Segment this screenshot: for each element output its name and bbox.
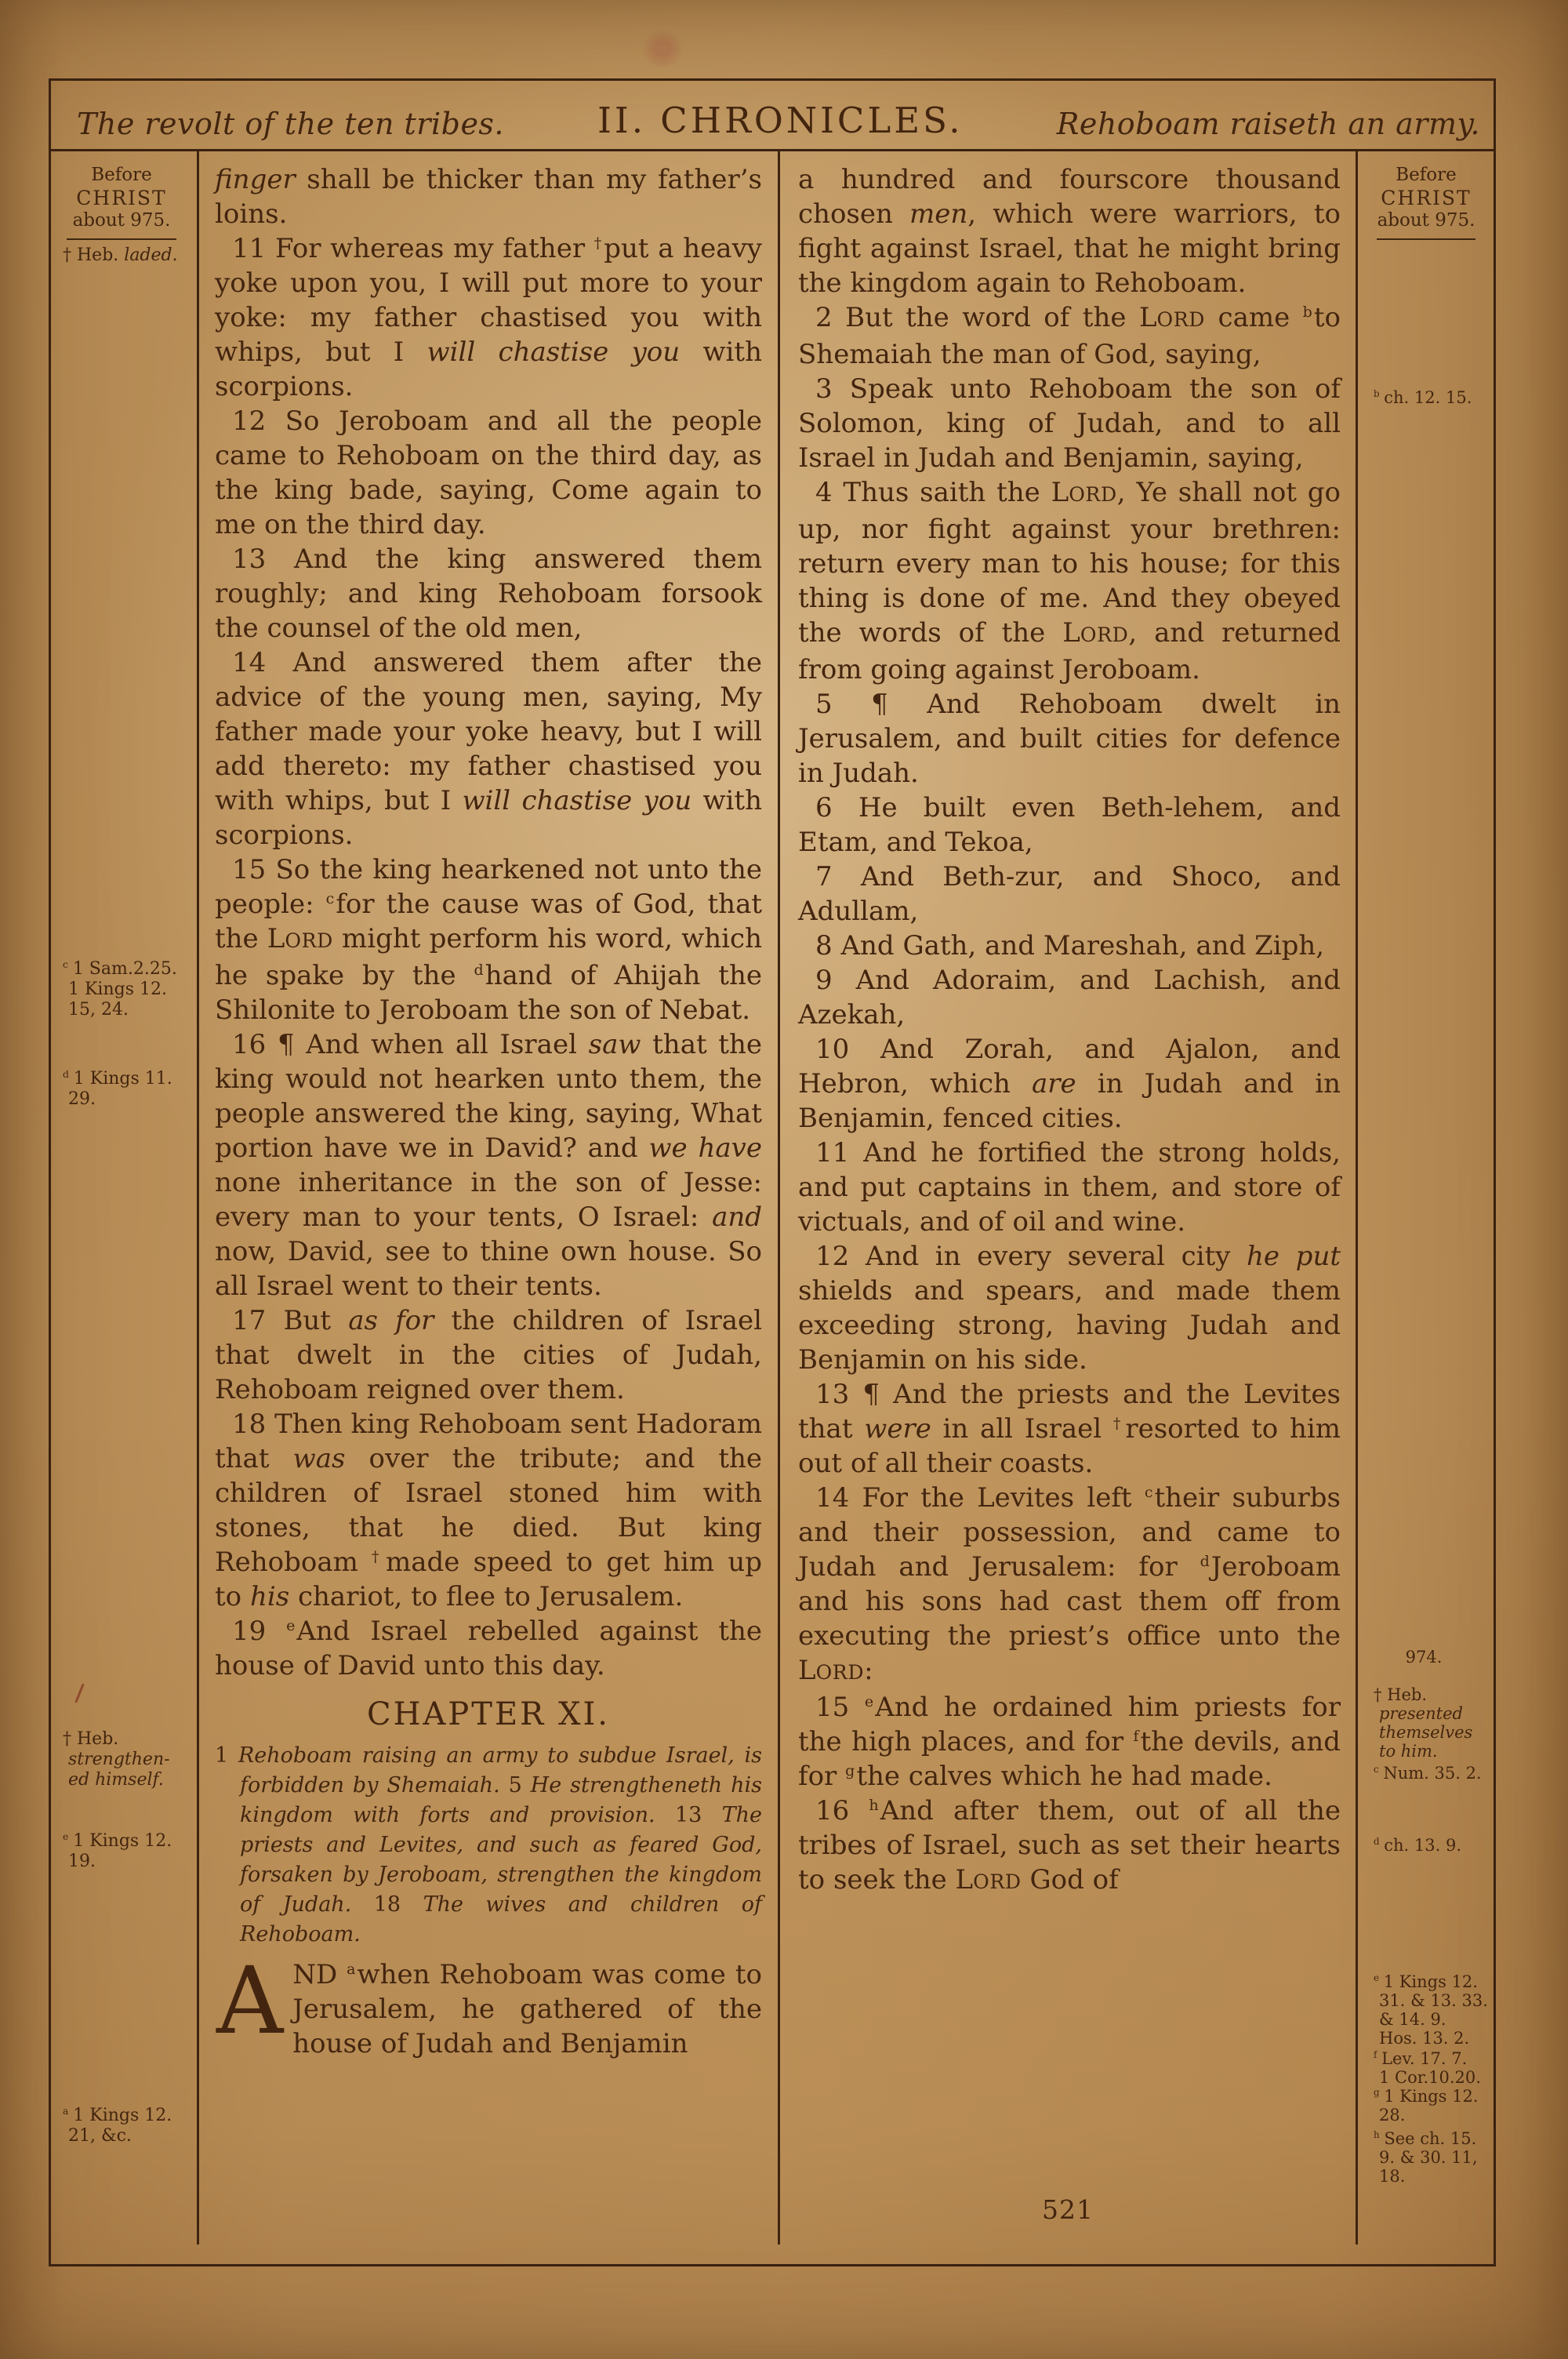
text-run: ch. 12. 15. [1384, 388, 1472, 407]
text-run: in Judah and in Benjamin, fenced cities. [798, 1068, 1341, 1134]
margin-note [63, 245, 193, 266]
text-run: And after them, out of all the tribes of Israel, such as set their hearts to seek the [798, 1795, 1341, 1896]
verse-paragraph [798, 687, 1341, 791]
margin-note-line [1374, 1685, 1491, 1704]
italic-text: we have [648, 1132, 762, 1164]
verse-paragraph [215, 1027, 762, 1303]
lord-smallcaps: LORD [267, 923, 333, 954]
running-head-left: The revolt of the ten tribes. [77, 107, 505, 141]
margin-note-line [63, 959, 193, 980]
italic-text: finger [215, 164, 296, 195]
italic-text: was [292, 1443, 346, 1474]
text-run: 17 But [232, 1305, 349, 1336]
text-run: resorted to him out of all their coasts. [798, 1413, 1341, 1479]
text-run: 1 Sam.2.25. [72, 959, 177, 979]
reference-mark: h [869, 1796, 879, 1814]
text-run: the children of Israel that dwelt in the cities of Judah, Rehoboam reigned over them. [215, 1305, 762, 1405]
lord-smallcaps: LORD [1062, 617, 1129, 649]
drop-cap: A [216, 1946, 284, 2055]
text-run: over the tribute; and the children of Israel stoned him with stones, that he died. But king Rehoboam [215, 1443, 762, 1578]
bc-line: Before [1396, 165, 1457, 185]
bc-line: about 975. [72, 210, 171, 231]
margin-note [63, 1831, 193, 1872]
text-run: 7 And Beth-zur, and Shoco, and Adullam, [798, 861, 1341, 927]
text-run: Num. 35. 2. [1383, 1764, 1482, 1783]
verse-paragraph [215, 162, 762, 231]
text-run: 6 He built even Beth-lehem, and Etam, and Tekoa, [798, 792, 1341, 858]
verse-paragraph [215, 1303, 762, 1407]
margin-note [1374, 1764, 1491, 1783]
verse-paragraph [215, 645, 762, 852]
text-run: 12 So Jeroboam and all the people came to Rehoboam on the third day, as the king bade, saying, Come again to me on the third day. [215, 405, 762, 540]
before-christ-heading [1366, 164, 1486, 240]
margin-note-line [1374, 2167, 1491, 2186]
text-run: ND [292, 1959, 347, 1990]
text-column-right [790, 151, 1348, 2243]
page-number: 521 [1042, 2194, 1094, 2225]
text-run: ch. 13. 9. [1384, 1836, 1462, 1855]
text-run: 1 Kings 12. [73, 2106, 172, 2125]
italic-text: he put [1247, 1241, 1341, 1272]
reference-mark: † [372, 1547, 384, 1565]
margin-note [63, 1069, 193, 1110]
reference-mark: d [1200, 1552, 1210, 1570]
margin-note-line [1374, 2148, 1491, 2167]
italic-text: ed himself. [68, 1770, 164, 1790]
reference-mark: a [63, 2105, 72, 2117]
bc-rule [1377, 238, 1475, 240]
italic-text: as for [348, 1305, 434, 1336]
margin-note-line [1374, 1742, 1491, 1761]
margin-note-line [1374, 2068, 1491, 2087]
text-run: 12 And in every several city [815, 1241, 1247, 1272]
verse-paragraph [215, 1407, 762, 1614]
margin-note-line [1374, 388, 1491, 407]
text-run: came [1205, 302, 1303, 333]
margin-note [1374, 1685, 1491, 1761]
text-run: 1 Kings 12. [1384, 2087, 1479, 2106]
reference-mark: a [347, 1960, 356, 1978]
bc-rule [67, 238, 176, 240]
reference-mark: f [1133, 1727, 1139, 1745]
text-run: the devils, and for [798, 1726, 1341, 1792]
text-run: chariot, to flee to Jerusalem. [289, 1581, 684, 1612]
text-run: for the cause was of God, that the [215, 889, 762, 954]
right-margin-divider [1356, 151, 1358, 2245]
italic-text: The priests and Levites, and such as feared God, forsaken by Jeroboam, strengthen the kingdom of Judah. [240, 1803, 762, 1917]
margin-note-line [1374, 2129, 1491, 2148]
lord-smallcaps: LORD [1138, 302, 1206, 333]
text-run: † Heb. [63, 1729, 119, 1749]
verse-paragraph [798, 372, 1341, 475]
text-run: † Heb. [1374, 1685, 1428, 1704]
text-run: that the king would not hearken unto them, the people answered the king, saying, What portion have we in David? and [215, 1029, 762, 1164]
text-run: 21, &c. [68, 2126, 132, 2146]
lord-smallcaps: LORD [955, 1864, 1022, 1896]
reference-mark: c [1144, 1483, 1153, 1501]
text-run: Lev. 17. 7. [1381, 2049, 1468, 2068]
margin-note-line [63, 1069, 193, 1089]
text-run: now, David, see to thine own house. So all Israel went to their tents. [215, 1236, 762, 1302]
reference-mark: f [1374, 2049, 1381, 2060]
text-run: 1 Cor.10.20. [1379, 2068, 1481, 2087]
verse-paragraph [798, 791, 1341, 860]
verse-paragraph [798, 929, 1341, 963]
text-run: 1 Kings 12. [1383, 1972, 1478, 1991]
chapter-summary [215, 1741, 762, 1950]
margin-note-line [63, 245, 193, 266]
text-run: 10 And Zorah, and Ajalon, and Hebron, which [798, 1034, 1341, 1100]
margin-note-line [1366, 1648, 1482, 1667]
margin-note-line [63, 2126, 193, 2146]
right-margin-column [1366, 151, 1493, 2243]
verse-paragraph [798, 1690, 1341, 1794]
text-run: 5 ¶ And Rehoboam dwelt in Jerusalem, and built cities for defence in Judah. [798, 689, 1341, 789]
reference-mark: h [1374, 2129, 1383, 2140]
verse-paragraph [798, 300, 1341, 372]
center-column-divider [778, 151, 780, 2245]
verse-paragraph [215, 1614, 762, 1683]
book-title: II. CHRONICLES. [597, 100, 964, 141]
text-run: none inheritance in the son of Jesse: every man to your tents, O Israel: [215, 1167, 762, 1233]
reference-mark: † [593, 234, 603, 252]
italic-text: strengthen- [68, 1750, 170, 1769]
margin-note [63, 2106, 193, 2146]
verse-paragraph [798, 1239, 1341, 1377]
italic-text: were [864, 1413, 931, 1445]
text-run: 1 Kings 12. [68, 980, 167, 999]
text-run: 9. & 30. 11, [1379, 2148, 1478, 2167]
margin-note-line [63, 980, 193, 1000]
margin-note-line [63, 1770, 193, 1790]
reference-mark: e [63, 1830, 72, 1842]
left-margin-column [55, 151, 194, 2243]
text-column-left [209, 151, 770, 2243]
lord-smallcaps: LORD [798, 1655, 865, 1686]
bc-line: CHRIST [1381, 187, 1472, 209]
text-run: when Rehoboam was come to Jerusalem, he gathered of the house of Judah and Benjamin [292, 1959, 762, 2059]
running-head-right: Rehoboam raiseth an army. [1056, 107, 1480, 141]
text-run: : [864, 1655, 873, 1686]
italic-text: are [1031, 1068, 1076, 1100]
reference-mark: e [864, 1692, 874, 1710]
text-run: 14 For the Levites left [815, 1482, 1145, 1514]
reference-mark: b [1302, 303, 1312, 321]
margin-note-line [1374, 1836, 1491, 1855]
margin-note-line [1374, 2010, 1491, 2029]
text-run: 974. [1405, 1648, 1443, 1667]
text-run: hand of Ahijah the Shilonite to Jeroboam the son of Nebat. [215, 960, 762, 1026]
text-run: † Heb. [63, 245, 125, 265]
text-run: 8 And Gath, and Mareshah, and Ziph, [815, 930, 1325, 961]
text-run: a hundred and fourscore thousand chosen [798, 164, 1341, 230]
chapter-heading [215, 1697, 762, 1732]
text-run: 9 And Adoraim, and Lachish, and Azekah, [798, 965, 1341, 1030]
margin-note-line [1374, 2049, 1491, 2068]
margin-note-line [63, 1000, 193, 1020]
text-run: 11 And he fortified the strong holds, and put captains in them, and store of victuals, and of oil and wine. [798, 1137, 1341, 1238]
italic-text: themselves [1379, 1723, 1473, 1742]
reference-mark: g [1374, 2087, 1383, 2098]
verse-paragraph [215, 542, 762, 645]
text-run: And Israel rebelled against the house of David unto this day. [215, 1616, 763, 1681]
text-run: 2 But the word of the [815, 302, 1139, 333]
text-run: 31. & 13. 33. [1379, 1991, 1488, 2010]
margin-note-line [63, 1831, 193, 1852]
margin-note [1374, 388, 1491, 407]
margin-note-line [1374, 2087, 1491, 2106]
margin-note [63, 959, 193, 1020]
verse-paragraph [798, 860, 1341, 929]
text-run: , Ye shall not go up, nor fight against your brethren: return every man to his house; for this thing is done of me. And they obeyed the words of the [798, 477, 1341, 649]
text-run: 15 [815, 1692, 865, 1723]
margin-note [1374, 1836, 1491, 1855]
text-run: in all Israel [931, 1413, 1113, 1445]
reference-mark: d [474, 961, 484, 979]
text-run: 28. [1379, 2106, 1406, 2125]
text-run: See ch. 15. [1384, 2129, 1477, 2148]
text-run: 11 For whereas my father [232, 233, 594, 264]
margin-note-line [1374, 1972, 1491, 1991]
text-run: the calves which he had made. [856, 1761, 1272, 1792]
text-run: with scorpions. [215, 336, 762, 402]
text-run: 18. [1379, 2167, 1406, 2186]
text-run: 5 [508, 1773, 531, 1797]
text-run: 1 Kings 12. [73, 1831, 172, 1851]
text-run: 3 Speak unto Rehoboam the son of Solomon, king of Judah, and to all Israel in Judah and Benjamin, saying, [798, 373, 1341, 474]
bc-line: CHRIST [76, 187, 167, 209]
text-run: might perform his word, which he spake by the [215, 923, 762, 991]
verse-paragraph [798, 1032, 1341, 1136]
margin-note-line [1374, 1704, 1491, 1723]
text-run: made speed to get him up to [215, 1547, 762, 1612]
verse-paragraph [798, 1794, 1341, 1899]
text-run: 29. [68, 1089, 96, 1109]
reference-mark: c [1374, 1764, 1382, 1775]
verse-paragraph [798, 1377, 1341, 1481]
text-run: 16 ¶ And when all Israel [232, 1029, 589, 1060]
reference-mark: e [286, 1616, 296, 1634]
text-run: 1 [215, 1743, 238, 1768]
text-run: shields and spears, and made them exceeding strong, having Judah and Benjamin on his side. [798, 1275, 1341, 1376]
margin-note [1374, 2129, 1491, 2186]
italic-text: The wives and children of Rehoboam. [240, 1892, 762, 1946]
text-run: with scorpions. [215, 785, 762, 851]
text-run: 13 [674, 1803, 722, 1827]
margin-note-line [1374, 1991, 1491, 2010]
bc-line: about 975. [1377, 210, 1475, 231]
margin-note-line [63, 2106, 193, 2126]
verse-paragraph [215, 231, 762, 404]
verse-paragraph [215, 852, 762, 1027]
italic-text: He strengtheneth his kingdom with forts and provision. [240, 1773, 762, 1827]
reference-mark: e [1374, 1972, 1382, 1983]
text-run: 13 ¶ And the priests and the Levites that [798, 1379, 1341, 1445]
margin-note-line [63, 1729, 193, 1750]
reference-mark: † [1112, 1414, 1124, 1432]
margin-note-line [1374, 2106, 1491, 2125]
text-run: Hos. 13. 2. [1379, 2029, 1470, 2048]
margin-note [1374, 1972, 1491, 2048]
verse-paragraph [215, 1946, 762, 2061]
italic-text: presented [1379, 1704, 1463, 1723]
margin-note [63, 1729, 193, 1790]
margin-note-line [1374, 1723, 1491, 1742]
reference-mark: d [63, 1068, 72, 1080]
italic-text: Rehoboam raising an army to subdue Israel, is forbidden by Shemaiah. [238, 1743, 763, 1797]
running-header [49, 82, 1496, 147]
bc-line: Before [91, 165, 152, 185]
italic-text: will chastise you [462, 785, 692, 816]
text-run: CHAPTER XI. [367, 1696, 610, 1732]
text-run: put a heavy yoke upon you, I will put more to your yoke: my father chastised you with whips, but I [215, 233, 762, 368]
italic-text: his [249, 1581, 290, 1612]
margin-note-line [63, 1852, 193, 1872]
text-run: 14 And answered them after the advice of the young men, saying, My father made your yoke heavy, but I will add thereto: my father chastised you with whips, but I [215, 647, 762, 816]
left-margin-divider [197, 151, 199, 2245]
text-run: God of [1021, 1864, 1119, 1896]
margin-note [1374, 2049, 1491, 2087]
reference-mark: c [63, 958, 71, 970]
text-run: 1 Kings 11. [73, 1069, 172, 1089]
text-run: their suburbs and their possession, and came to Judah and Jerusalem: for [798, 1482, 1341, 1583]
italic-text: will chastise you [426, 336, 681, 368]
reference-mark: g [845, 1761, 855, 1779]
text-run: 18 Then king Rehoboam sent Hadoram that [215, 1408, 762, 1474]
text-run: , which were warriors, to fight against Israel, that he might bring the kingdom again to Rehoboam. [798, 198, 1341, 299]
verse-paragraph [798, 963, 1341, 1032]
margin-note [1366, 1648, 1482, 1667]
text-run: Jeroboam and his sons had cast them off from executing the priest’s office unto the [798, 1551, 1341, 1652]
text-run: 4 Thus saith the [815, 477, 1051, 508]
verse-paragraph [798, 1136, 1341, 1239]
text-run: 18 [373, 1892, 423, 1917]
margin-note-line [63, 1750, 193, 1770]
margin-note-line [63, 1089, 193, 1110]
reference-mark: c [325, 889, 335, 907]
text-run: to Shemaiah the man of God, saying, [798, 302, 1341, 370]
italic-text: to him. [1379, 1742, 1438, 1761]
italic-text: laded. [124, 245, 178, 265]
verse-paragraph [215, 404, 762, 542]
lord-smallcaps: LORD [1051, 477, 1117, 508]
margin-note-line [1374, 1764, 1491, 1783]
margin-note-line [1374, 2029, 1491, 2048]
verse-paragraph [798, 475, 1341, 687]
before-christ-heading [55, 164, 188, 240]
text-run: 15 So the king hearkened not unto the people: [215, 854, 762, 920]
text-run: shall be thicker than my father’s loins. [215, 164, 762, 230]
text-run: 19 [232, 1616, 287, 1647]
text-run: 15, 24. [68, 1000, 129, 1020]
text-run: & 14. 9. [1379, 2010, 1446, 2029]
verse-paragraph [798, 162, 1341, 300]
text-run: 19. [68, 1852, 96, 1871]
margin-note [1374, 2087, 1491, 2125]
text-run: And he ordained him priests for the high places, and for [798, 1692, 1341, 1757]
verse-paragraph [798, 1481, 1341, 1690]
italic-text: saw [588, 1029, 641, 1060]
text-run: 13 And the king answered them roughly; and king Rehoboam forsook the counsel of the old men, [215, 543, 762, 644]
reference-mark: b [1374, 388, 1383, 399]
italic-text: and [712, 1201, 762, 1233]
reference-mark: d [1374, 1836, 1383, 1847]
text-run: 16 [815, 1795, 869, 1826]
italic-text: men [909, 198, 968, 230]
text-run: , and returned from going against Jeroboam. [798, 617, 1341, 685]
